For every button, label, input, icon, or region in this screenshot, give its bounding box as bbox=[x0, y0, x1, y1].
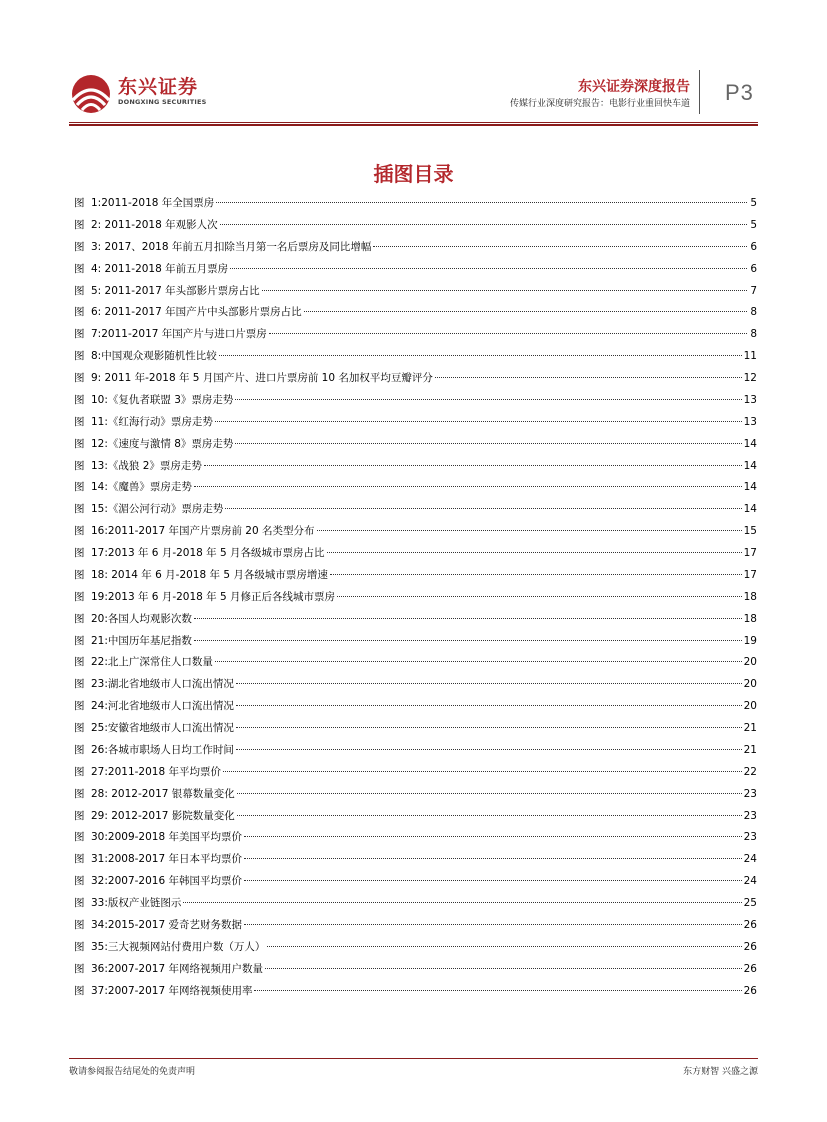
toc-figure-prefix: 图 bbox=[74, 678, 85, 691]
toc-entry[interactable] bbox=[74, 981, 757, 1003]
toc-entry-label bbox=[74, 390, 233, 412]
toc-entry-title: 25:安徽省地级市人口流出情况 bbox=[91, 722, 234, 734]
toc-entry-title: 12:《速度与激情 8》票房走势 bbox=[91, 437, 234, 450]
toc-figure-prefix: 图 bbox=[74, 393, 85, 406]
toc-entry-label bbox=[74, 849, 242, 871]
toc-page-number: 6 bbox=[750, 240, 757, 253]
toc-entry-title: 21:中国历年基尼指数 bbox=[91, 634, 192, 647]
toc-figure-prefix: 图 bbox=[74, 809, 85, 822]
toc-entry-title: 35:三大视频网站付费用户数（万人） bbox=[91, 940, 266, 953]
toc-page-number: 19 bbox=[743, 634, 757, 647]
toc-dot-leader bbox=[220, 224, 747, 225]
toc-page-number: 5 bbox=[750, 197, 757, 209]
toc-entry-label bbox=[74, 477, 192, 499]
toc-page-number: 13 bbox=[743, 415, 757, 428]
toc-figure-prefix: 图 bbox=[74, 787, 85, 800]
toc-entry-label bbox=[74, 521, 315, 543]
toc-page-number: 5 bbox=[750, 218, 757, 231]
toc-entry-title: 16:2011-2017 年国产片票房前 20 名类型分布 bbox=[91, 525, 315, 538]
toc-entry-label bbox=[74, 215, 218, 237]
toc-figure-prefix: 图 bbox=[74, 875, 85, 888]
toc-page-number: 11 bbox=[743, 350, 757, 363]
toc-entry-title: 20:各国人均观影次数 bbox=[91, 612, 192, 625]
toc-entry-label bbox=[74, 937, 265, 959]
toc-entry-label bbox=[74, 762, 221, 784]
toc-entry[interactable] bbox=[74, 521, 757, 543]
toc-entry[interactable] bbox=[74, 499, 757, 521]
toc-figure-prefix: 图 bbox=[74, 415, 85, 428]
toc-entry[interactable] bbox=[74, 565, 757, 587]
toc-dot-leader bbox=[265, 968, 742, 969]
logo-emblem-icon bbox=[69, 74, 117, 114]
header-rule-thin bbox=[69, 122, 758, 123]
toc-dot-leader bbox=[244, 924, 742, 925]
toc-entry-label bbox=[74, 806, 235, 828]
toc-figure-prefix: 图 bbox=[74, 459, 85, 472]
toc-dot-leader bbox=[204, 465, 742, 466]
toc-figure-prefix: 图 bbox=[74, 765, 85, 778]
toc-entry-title: 23:湖北省地级市人口流出情况 bbox=[91, 678, 234, 691]
toc-entry-title: 17:2013 年 6 月-2018 年 5 月各级城市票房占比 bbox=[91, 547, 325, 559]
toc-figure-prefix: 图 bbox=[74, 918, 85, 931]
toc-dot-leader bbox=[230, 268, 747, 269]
toc-entry-label bbox=[74, 237, 371, 259]
toc-entry[interactable] bbox=[74, 456, 757, 478]
footer-slogan: 东方财智 兴盛之源 bbox=[683, 1067, 758, 1077]
toc-entry-label bbox=[74, 915, 242, 937]
toc-dot-leader bbox=[327, 552, 742, 553]
disclaimer-note: 敬请参阅报告结尾处的免责声明 bbox=[69, 1067, 196, 1077]
toc-page-number: 26 bbox=[743, 984, 757, 997]
toc-dot-leader bbox=[337, 596, 742, 597]
toc-entry-title: 10:《复仇者联盟 3》票房走势 bbox=[91, 393, 234, 406]
toc-entry-label bbox=[74, 609, 192, 631]
toc-dot-leader bbox=[330, 574, 742, 575]
toc-entry-label bbox=[74, 981, 252, 1003]
toc-page-number: 20 bbox=[743, 678, 757, 691]
toc-entry-title: 22:北上广深常住人口数量 bbox=[91, 656, 213, 669]
toc-figure-prefix: 图 bbox=[74, 328, 85, 341]
figure-list bbox=[74, 193, 757, 1002]
toc-page-number: 18 bbox=[743, 590, 757, 603]
toc-dot-leader bbox=[304, 311, 747, 312]
toc-figure-prefix: 图 bbox=[74, 700, 85, 713]
toc-entry-label bbox=[74, 193, 214, 215]
toc-page-number: 20 bbox=[743, 656, 757, 669]
toc-entry[interactable] bbox=[74, 915, 757, 937]
report-title: 东兴证券深度报告 bbox=[578, 79, 690, 95]
toc-entry[interactable] bbox=[74, 937, 757, 959]
toc-dot-leader bbox=[216, 202, 747, 203]
toc-dot-leader bbox=[237, 793, 742, 794]
toc-dot-leader bbox=[236, 683, 742, 684]
header-rule-thick bbox=[69, 124, 758, 126]
toc-entry[interactable] bbox=[74, 302, 757, 324]
toc-entry-title: 15:《湄公河行动》票房走势 bbox=[91, 503, 224, 516]
toc-page-number: 13 bbox=[743, 393, 757, 406]
toc-page-number: 26 bbox=[743, 940, 757, 953]
toc-figure-prefix: 图 bbox=[74, 481, 85, 494]
toc-entry-title: 18: 2014 年 6 月-2018 年 5 月各级城市票房增速 bbox=[91, 568, 328, 581]
toc-dot-leader bbox=[244, 858, 742, 859]
logo-chinese-name: 东兴证券 bbox=[118, 76, 199, 98]
toc-dot-leader bbox=[262, 290, 747, 291]
header-divider bbox=[699, 70, 700, 114]
toc-entry-title: 4: 2011-2018 年前五月票房 bbox=[91, 262, 229, 275]
toc-entry-title: 27:2011-2018 年平均票价 bbox=[91, 765, 221, 778]
toc-page-number: 14 bbox=[743, 459, 757, 472]
toc-page-number: 8 bbox=[750, 306, 757, 319]
toc-dot-leader bbox=[244, 880, 742, 881]
toc-entry-label bbox=[74, 346, 217, 368]
toc-entry-title: 36:2007-2017 年网络视频用户数量 bbox=[91, 962, 263, 975]
toc-entry[interactable] bbox=[74, 543, 757, 565]
toc-entry-title: 33:版权产业链图示 bbox=[91, 897, 182, 909]
toc-figure-prefix: 图 bbox=[74, 240, 85, 253]
toc-entry-label bbox=[74, 652, 213, 674]
toc-entry[interactable] bbox=[74, 346, 757, 368]
toc-entry[interactable] bbox=[74, 193, 757, 215]
toc-figure-prefix: 图 bbox=[74, 590, 85, 603]
toc-entry[interactable] bbox=[74, 893, 757, 915]
toc-figure-prefix: 图 bbox=[74, 962, 85, 975]
toc-figure-prefix: 图 bbox=[74, 525, 85, 538]
toc-entry-title: 9: 2011 年-2018 年 5 月国产片、进口片票房前 10 名加权平均豆瓣评分 bbox=[91, 372, 433, 384]
toc-figure-prefix: 图 bbox=[74, 306, 85, 319]
toc-entry[interactable] bbox=[74, 652, 757, 674]
toc-entry[interactable] bbox=[74, 368, 757, 390]
toc-page-number: 15 bbox=[743, 525, 757, 538]
toc-entry-label bbox=[74, 587, 335, 609]
toc-entry-label bbox=[74, 434, 233, 456]
toc-figure-prefix: 图 bbox=[74, 984, 85, 997]
toc-page-number: 6 bbox=[750, 262, 757, 275]
toc-entry-title: 6: 2011-2017 年国产片中头部影片票房占比 bbox=[91, 306, 302, 319]
toc-entry-label bbox=[74, 696, 234, 718]
toc-entry-title: 8:中国观众观影随机性比较 bbox=[91, 350, 217, 363]
toc-entry-title: 3: 2017、2018 年前五月扣除当月第一名后票房及同比增幅 bbox=[91, 240, 372, 253]
toc-page-number: 17 bbox=[743, 547, 757, 559]
toc-entry[interactable] bbox=[74, 849, 757, 871]
toc-entry-label bbox=[74, 784, 235, 806]
toc-entry-title: 11:《红海行动》票房走势 bbox=[91, 415, 213, 428]
toc-dot-leader bbox=[194, 618, 742, 619]
toc-dot-leader bbox=[236, 705, 742, 706]
toc-figure-prefix: 图 bbox=[74, 372, 85, 384]
toc-entry[interactable] bbox=[74, 696, 757, 718]
toc-page-number: 24 bbox=[743, 853, 757, 866]
toc-entry[interactable] bbox=[74, 259, 757, 281]
toc-page-number: 14 bbox=[743, 437, 757, 450]
toc-entry[interactable] bbox=[74, 237, 757, 259]
toc-entry[interactable] bbox=[74, 784, 757, 806]
toc-entry-title: 19:2013 年 6 月-2018 年 5 月修正后各线城市票房 bbox=[91, 590, 336, 603]
toc-dot-leader bbox=[317, 530, 742, 531]
toc-entry-title: 34:2015-2017 爱奇艺财务数据 bbox=[91, 918, 242, 931]
toc-page-number: 26 bbox=[743, 918, 757, 931]
toc-page-number: 17 bbox=[743, 568, 757, 581]
toc-page-number: 23 bbox=[743, 809, 757, 822]
toc-entry[interactable] bbox=[74, 609, 757, 631]
toc-dot-leader bbox=[235, 399, 741, 400]
toc-entry[interactable] bbox=[74, 871, 757, 893]
toc-figure-prefix: 图 bbox=[74, 437, 85, 450]
toc-page-number: 22 bbox=[743, 765, 757, 778]
toc-dot-leader bbox=[244, 836, 742, 837]
toc-dot-leader bbox=[237, 815, 742, 816]
toc-entry-title: 37:2007-2017 年网络视频使用率 bbox=[91, 984, 253, 997]
toc-page-number: 12 bbox=[743, 372, 757, 384]
toc-entry-title: 28: 2012-2017 银幕数量变化 bbox=[91, 787, 235, 800]
toc-figure-prefix: 图 bbox=[74, 940, 85, 953]
toc-entry[interactable] bbox=[74, 674, 757, 696]
toc-entry-label bbox=[74, 893, 181, 915]
toc-figure-prefix: 图 bbox=[74, 722, 85, 734]
logo-english-name: DONGXING SECURITIES bbox=[118, 98, 207, 106]
toc-figure-prefix: 图 bbox=[74, 853, 85, 866]
page-title: 插图目录 bbox=[373, 162, 454, 186]
toc-entry-label bbox=[74, 324, 267, 346]
toc-entry[interactable] bbox=[74, 434, 757, 456]
toc-page-number: 23 bbox=[743, 831, 757, 844]
toc-dot-leader bbox=[219, 355, 742, 356]
toc-entry-label bbox=[74, 259, 228, 281]
toc-entry[interactable] bbox=[74, 762, 757, 784]
toc-dot-leader bbox=[183, 902, 741, 903]
toc-page-number: 8 bbox=[750, 328, 757, 341]
toc-entry-title: 32:2007-2016 年韩国平均票价 bbox=[91, 875, 242, 888]
toc-entry-label bbox=[74, 281, 260, 303]
toc-dot-leader bbox=[235, 443, 741, 444]
toc-entry-title: 2: 2011-2018 年观影人次 bbox=[91, 218, 218, 231]
toc-page-number: 24 bbox=[743, 875, 757, 888]
toc-figure-prefix: 图 bbox=[74, 612, 85, 625]
toc-figure-prefix: 图 bbox=[74, 547, 85, 559]
toc-entry[interactable] bbox=[74, 718, 757, 740]
toc-entry-label bbox=[74, 456, 202, 478]
toc-dot-leader bbox=[215, 661, 742, 662]
toc-entry[interactable] bbox=[74, 587, 757, 609]
toc-entry-title: 13:《战狼 2》票房走势 bbox=[91, 459, 202, 472]
toc-dot-leader bbox=[194, 486, 742, 487]
toc-entry-title: 31:2008-2017 年日本平均票价 bbox=[91, 853, 242, 866]
toc-entry[interactable] bbox=[74, 959, 757, 981]
toc-entry[interactable] bbox=[74, 281, 757, 303]
toc-figure-prefix: 图 bbox=[74, 634, 85, 647]
report-subtitle: 传媒行业深度研究报告：电影行业重回快车道 bbox=[509, 99, 690, 109]
toc-entry-label bbox=[74, 631, 192, 653]
toc-dot-leader bbox=[435, 377, 742, 378]
toc-entry[interactable] bbox=[74, 740, 757, 762]
toc-entry-label bbox=[74, 740, 234, 762]
toc-figure-prefix: 图 bbox=[74, 197, 85, 209]
toc-entry[interactable] bbox=[74, 412, 757, 434]
toc-entry[interactable] bbox=[74, 324, 757, 346]
toc-entry-title: 7:2011-2017 年国产片与进口片票房 bbox=[91, 328, 267, 341]
toc-entry[interactable] bbox=[74, 390, 757, 412]
toc-entry-title: 24:河北省地级市人口流出情况 bbox=[91, 700, 234, 713]
toc-entry[interactable] bbox=[74, 827, 757, 849]
toc-entry-title: 30:2009-2018 年美国平均票价 bbox=[91, 831, 242, 844]
toc-figure-prefix: 图 bbox=[74, 897, 85, 909]
toc-entry-title: 29: 2012-2017 影院数量变化 bbox=[91, 809, 235, 822]
toc-dot-leader bbox=[269, 333, 747, 334]
toc-entry-label bbox=[74, 368, 433, 390]
toc-entry-label bbox=[74, 827, 242, 849]
toc-entry-title: 14:《魔兽》票房走势 bbox=[91, 481, 192, 494]
toc-page-number: 21 bbox=[743, 743, 757, 756]
toc-figure-prefix: 图 bbox=[74, 743, 85, 756]
toc-entry-label bbox=[74, 565, 328, 587]
footer-rule bbox=[69, 1058, 758, 1059]
toc-entry-label bbox=[74, 412, 213, 434]
toc-dot-leader bbox=[254, 990, 741, 991]
toc-figure-prefix: 图 bbox=[74, 218, 85, 231]
toc-figure-prefix: 图 bbox=[74, 656, 85, 669]
toc-page-number: 18 bbox=[743, 612, 757, 625]
toc-entry-label bbox=[74, 302, 302, 324]
toc-page-number: 7 bbox=[750, 284, 757, 297]
toc-figure-prefix: 图 bbox=[74, 284, 85, 297]
toc-page-number: 26 bbox=[743, 962, 757, 975]
toc-entry-label bbox=[74, 718, 234, 740]
toc-figure-prefix: 图 bbox=[74, 262, 85, 275]
toc-page-number: 23 bbox=[743, 787, 757, 800]
toc-page-number: 21 bbox=[743, 722, 757, 734]
toc-page-number: 25 bbox=[743, 897, 757, 909]
toc-entry-title: 1:2011-2018 年全国票房 bbox=[91, 197, 215, 209]
toc-dot-leader bbox=[267, 946, 741, 947]
toc-dot-leader bbox=[194, 640, 742, 641]
toc-figure-prefix: 图 bbox=[74, 350, 85, 363]
toc-figure-prefix: 图 bbox=[74, 831, 85, 844]
toc-entry[interactable] bbox=[74, 477, 757, 499]
toc-entry-title: 26:各城市职场人日均工作时间 bbox=[91, 743, 234, 756]
toc-entry-label bbox=[74, 674, 234, 696]
toc-dot-leader bbox=[236, 749, 742, 750]
toc-entry-title: 5: 2011-2017 年头部影片票房占比 bbox=[91, 284, 260, 297]
toc-dot-leader bbox=[373, 246, 747, 247]
toc-figure-prefix: 图 bbox=[74, 503, 85, 516]
toc-figure-prefix: 图 bbox=[74, 568, 85, 581]
toc-entry[interactable] bbox=[74, 215, 757, 237]
toc-entry-label bbox=[74, 871, 242, 893]
toc-dot-leader bbox=[215, 421, 742, 422]
toc-dot-leader bbox=[236, 727, 742, 728]
toc-page-number: 20 bbox=[743, 700, 757, 713]
toc-page-number: 14 bbox=[743, 503, 757, 516]
toc-dot-leader bbox=[223, 771, 742, 772]
toc-entry-label bbox=[74, 543, 325, 565]
toc-entry[interactable] bbox=[74, 806, 757, 828]
toc-page-number: 14 bbox=[743, 481, 757, 494]
toc-dot-leader bbox=[225, 508, 741, 509]
toc-entry-label bbox=[74, 499, 223, 521]
toc-entry[interactable] bbox=[74, 631, 757, 653]
toc-entry-label bbox=[74, 959, 263, 981]
page-number: P3 bbox=[725, 80, 754, 105]
